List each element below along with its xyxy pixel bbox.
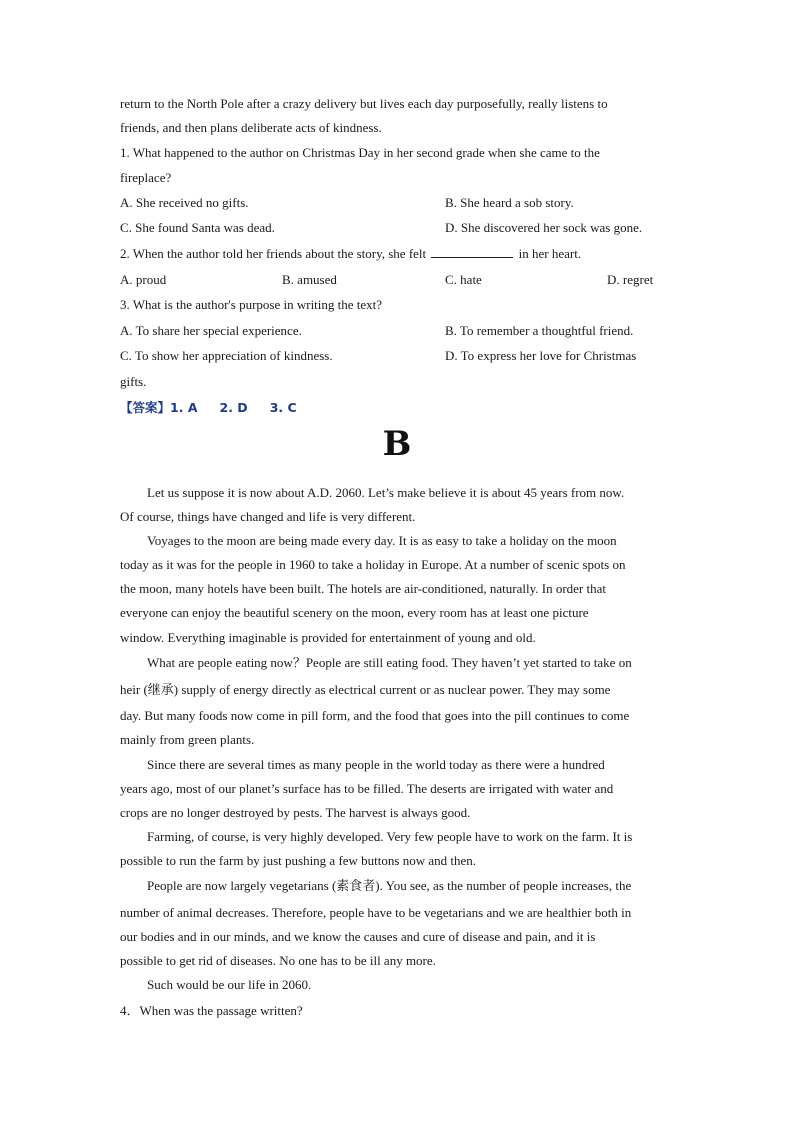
section-title: B bbox=[382, 424, 412, 464]
q2-answer-blank bbox=[431, 245, 513, 258]
passage-line: day. But many foods now come in pill form, and the food that goes into the pill continues to come bbox=[120, 708, 630, 723]
q3-option-a: A. To share her special experience. bbox=[120, 323, 302, 338]
passage-line: People are now largely vegetarians (素食者). You see, as the number of people increases, the bbox=[147, 878, 632, 893]
q3-option-d-continued: gifts. bbox=[120, 374, 147, 389]
passage-line: window. Everything imaginable is provided for entertainment of young and old. bbox=[120, 630, 536, 645]
answer-label: 【答案】 bbox=[120, 400, 171, 415]
answer-3: 3. C bbox=[269, 400, 297, 415]
answer-key bbox=[120, 398, 319, 416]
q3-option-c: C. To show her appreciation of kindness. bbox=[120, 348, 333, 363]
passage-line: everyone can enjoy the beautiful scenery on the moon, every room has at least one picture bbox=[120, 605, 589, 620]
passage-line: our bodies and in our minds, and we know the causes and cure of disease and pain, and it is bbox=[120, 929, 596, 944]
q2-stem bbox=[120, 245, 581, 263]
passage-line: Voyages to the moon are being made every day. It is as easy to take a holiday on the moon bbox=[147, 533, 617, 548]
q3-stem: 3. What is the author's purpose in writing the text? bbox=[120, 297, 383, 312]
q1-option-a: A. She received no gifts. bbox=[120, 195, 249, 210]
q2-option-d: D. regret bbox=[607, 272, 654, 287]
q2-option-a: A. proud bbox=[120, 272, 167, 287]
intro-line-1: return to the North Pole after a crazy delivery but lives each day purposefully, really listens to bbox=[120, 96, 608, 111]
q2-option-b: B. amused bbox=[282, 272, 337, 287]
q1-stem-line-2: fireplace? bbox=[120, 170, 172, 185]
passage-line: today as it was for the people in 1960 to take a holiday in Europe. At a number of scenic spots on bbox=[120, 557, 626, 572]
q2-option-c: C. hate bbox=[445, 272, 482, 287]
answer-2: 2. D bbox=[219, 400, 248, 415]
q3-option-b: B. To remember a thoughtful friend. bbox=[445, 323, 634, 338]
passage-line: Since there are several times as many people in the world today as there were a hundred bbox=[147, 757, 605, 772]
passage-line: mainly from green plants. bbox=[120, 732, 255, 747]
passage-line: the moon, many hotels have been built. The hotels are air-conditioned, naturally. In order that bbox=[120, 581, 607, 596]
passage-line: Let us suppose it is now about A.D. 2060. Let’s make believe it is about 45 years from now. bbox=[147, 485, 625, 500]
q1-stem-line-1: 1. What happened to the author on Christmas Day in her second grade when she came to the bbox=[120, 145, 600, 160]
q1-option-d: D. She discovered her sock was gone. bbox=[445, 220, 643, 235]
q2-stem-after: in her heart. bbox=[518, 246, 582, 261]
passage-line: possible to run the farm by just pushing a few buttons now and then. bbox=[120, 853, 477, 868]
q3-option-d: D. To express her love for Christmas bbox=[445, 348, 637, 363]
passage-line: Such would be our life in 2060. bbox=[147, 977, 312, 992]
answer-1: 1. A bbox=[170, 400, 198, 415]
q1-option-b: B. She heard a sob story. bbox=[445, 195, 574, 210]
q4-stem: 4．When was the passage written? bbox=[120, 1003, 303, 1018]
passage-line: number of animal decreases. Therefore, people have to be vegetarians and we are healthier both in bbox=[120, 905, 632, 920]
passage-line: years ago, most of our planet’s surface has to be filled. The deserts are irrigated with water and bbox=[120, 781, 614, 796]
passage-line: heir (继承) supply of energy directly as electrical current or as nuclear power. They may some bbox=[120, 682, 611, 697]
passage-line: Farming, of course, is very highly developed. Very few people have to work on the farm. It is bbox=[147, 829, 633, 844]
passage-line: What are people eating now？People are still eating food. They haven’t yet started to take on bbox=[147, 655, 632, 670]
passage-line: possible to get rid of diseases. No one has to be ill any more. bbox=[120, 953, 436, 968]
intro-line-2: friends, and then plans deliberate acts of kindness. bbox=[120, 120, 382, 135]
q2-stem-before: 2. When the author told her friends about the story, she felt bbox=[120, 246, 427, 261]
passage-line: Of course, things have changed and life is very different. bbox=[120, 509, 416, 524]
passage-line: crops are no longer destroyed by pests. The harvest is always good. bbox=[120, 805, 471, 820]
q1-option-c: C. She found Santa was dead. bbox=[120, 220, 275, 235]
